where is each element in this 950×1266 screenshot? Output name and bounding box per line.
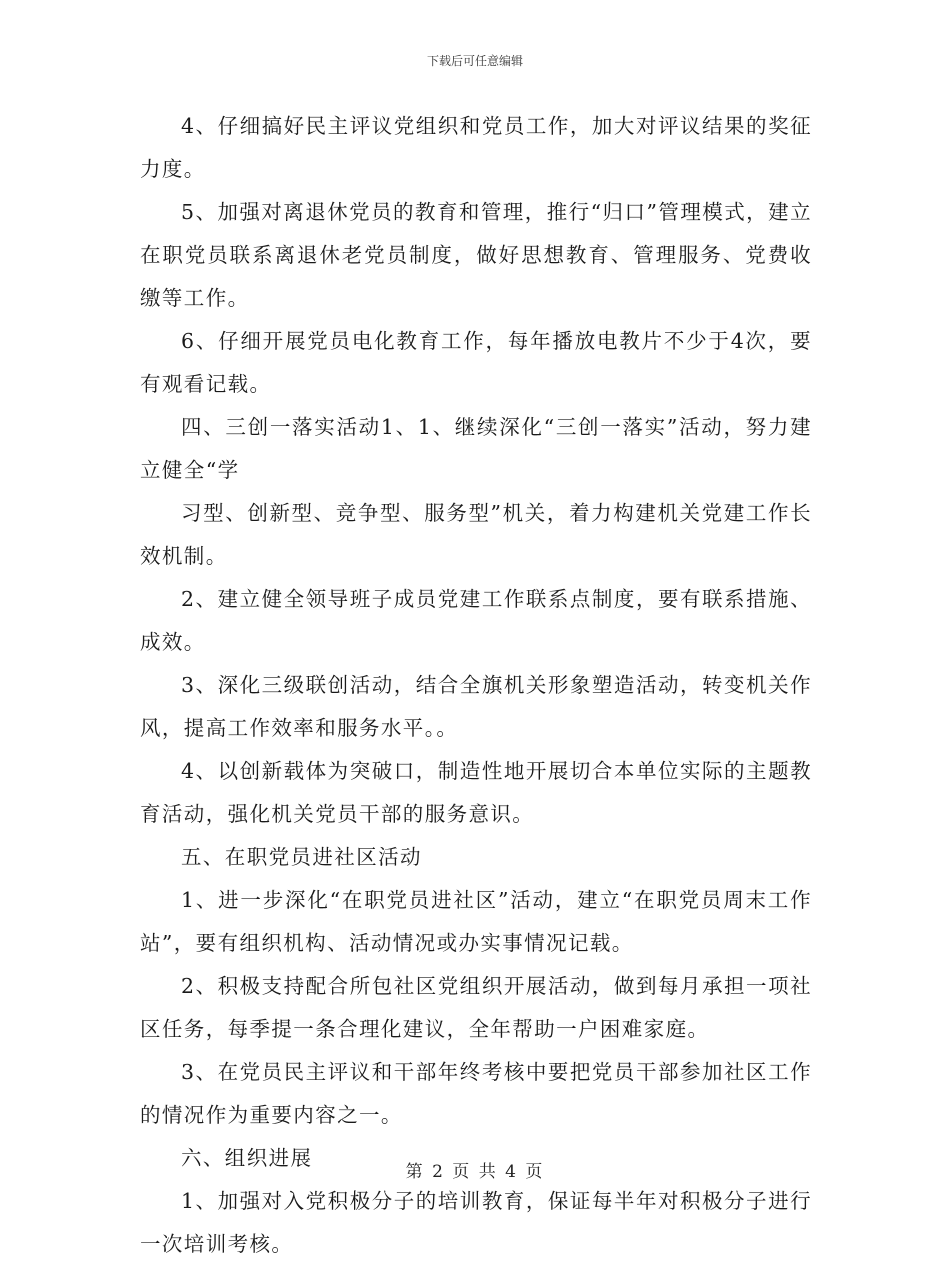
paragraph: 4、仔细搞好民主评议党组织和党员工作，加大对评议结果的奖征力度。 (140, 114, 812, 181)
paragraph: 1、进一步深化“在职党员进社区”活动，建立“在职党员周末工作站”，要有组织机构、活动情况或办实事情况记载。 (140, 888, 812, 955)
paragraph: 2、积极支持配合所包社区党组织开展活动，做到每月承担一项社区任务，每季提一条合理化建议，全年帮助一户困难家庭。 (140, 974, 812, 1041)
paragraph: 5、加强对离退休党员的教育和管理，推行“归口”管理模式，建立在职党员联系离退休老党员制度，做好思想教育、管理服务、党费收缴等工作。 (140, 200, 812, 310)
page-header: 下载后可任意编辑 (426, 54, 523, 68)
paragraph: 1、加强对入党积极分子的培训教育，保证每半年对积极分子进行一次培训考核。 (140, 1189, 812, 1256)
paragraph: 6、仔细开展党员电化教育工作，每年播放电教片不少于4次，要有观看记载。 (140, 329, 812, 396)
document-body (140, 105, 812, 1266)
section-heading-paragraph: 四、三创一落实活动1、1、继续深化“三创一落实”活动，努力建立健全“学 (140, 415, 812, 482)
paragraph: 3、在党员民主评议和干部年终考核中要把党员干部参加社区工作的情况作为重要内容之一。 (140, 1060, 812, 1127)
page-footer: 第 2 页 共 4 页 (405, 1162, 545, 1182)
section-heading: 六、组织进展 (181, 1146, 313, 1170)
paragraph: 2、建立健全领导班子成员党建工作联系点制度，要有联系措施、成效。 (140, 587, 812, 654)
paragraph: 4、以创新载体为突破口，制造性地开展切合本单位实际的主题教育活动，强化机关党员干部的服务意识。 (140, 759, 812, 826)
paragraph: 3、深化三级联创活动，结合全旗机关形象塑造活动，转变机关作风，提高工作效率和服务水平。。 (140, 673, 812, 740)
paragraph-continuation: 习型、创新型、竞争型、服务型”机关，着力构建机关党建工作长效机制。 (140, 501, 812, 568)
section-heading: 五、在职党员进社区活动 (181, 845, 422, 869)
